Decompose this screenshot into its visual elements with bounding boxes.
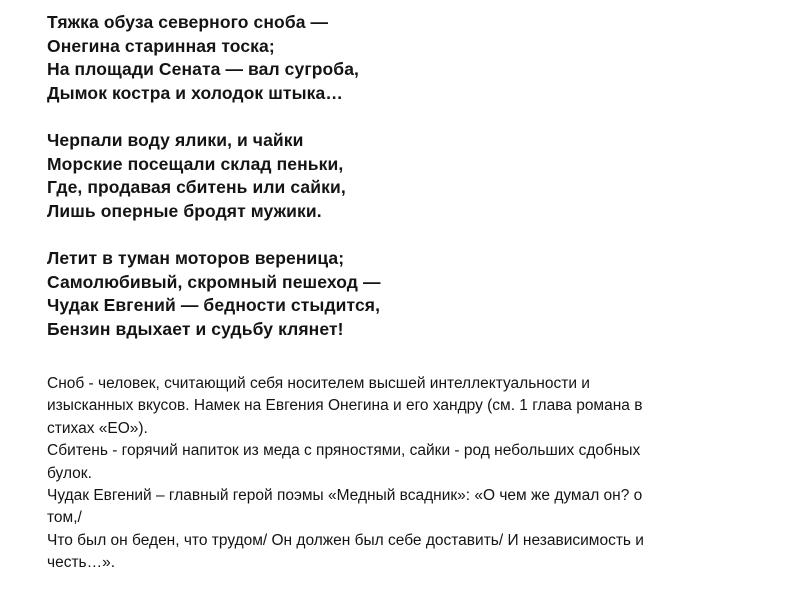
poem-line: Самолюбивый, скромный пешеход —	[47, 271, 381, 292]
note-line: булок.	[47, 464, 92, 482]
note-line: Сноб - человек, считающий себя носителем высшей интеллектуальности и	[47, 375, 590, 392]
note-line: Сбитень - горячий напиток из меда с пряностями, сайки - род небольших сдобных	[47, 442, 641, 460]
note-line: изысканных вкусов. Намек на Евгения Онегина и его хандру (см. 1 глава романа в	[47, 397, 643, 415]
poem-line: Летит в туман моторов вереница;	[47, 248, 345, 268]
note-line: Что был он беден, что трудом/ Он должен был себе доставить/ И независимость и	[47, 531, 644, 549]
poem-line: Где, продавая сбитень или сайки,	[47, 177, 346, 197]
poem-line: Лишь оперные бродят мужики.	[47, 200, 322, 221]
poem-line: Бензин вдыхает и судьбу клянет!	[47, 318, 344, 339]
poem-line: На площади Сената — вал сугроба,	[47, 59, 359, 79]
note-line: том,/	[47, 509, 82, 527]
poem-line: Дымок костра и холодок штыка…	[47, 82, 343, 103]
note-line: Чудак Евгений – главный герой поэмы «Медный всадник»: «О чем же думал он? о	[47, 487, 643, 505]
poem-line: Черпали воду ялики, и чайки	[47, 130, 304, 150]
poem-line: Онегина старинная тоска;	[47, 35, 275, 56]
poem-line: Морские посещали склад пеньки,	[47, 153, 344, 174]
poem-line: Тяжка обуза северного сноба —	[47, 12, 329, 32]
stanza-2	[47, 129, 747, 223]
stanza-3	[47, 247, 747, 341]
poem-line: Чудак Евгений — бедности стыдится,	[47, 295, 381, 315]
footnotes	[47, 373, 747, 575]
poem	[47, 11, 747, 365]
note-line: стихах «ЕО»).	[47, 419, 148, 437]
stanza-1	[47, 11, 747, 105]
note-line: честь…».	[47, 554, 116, 572]
